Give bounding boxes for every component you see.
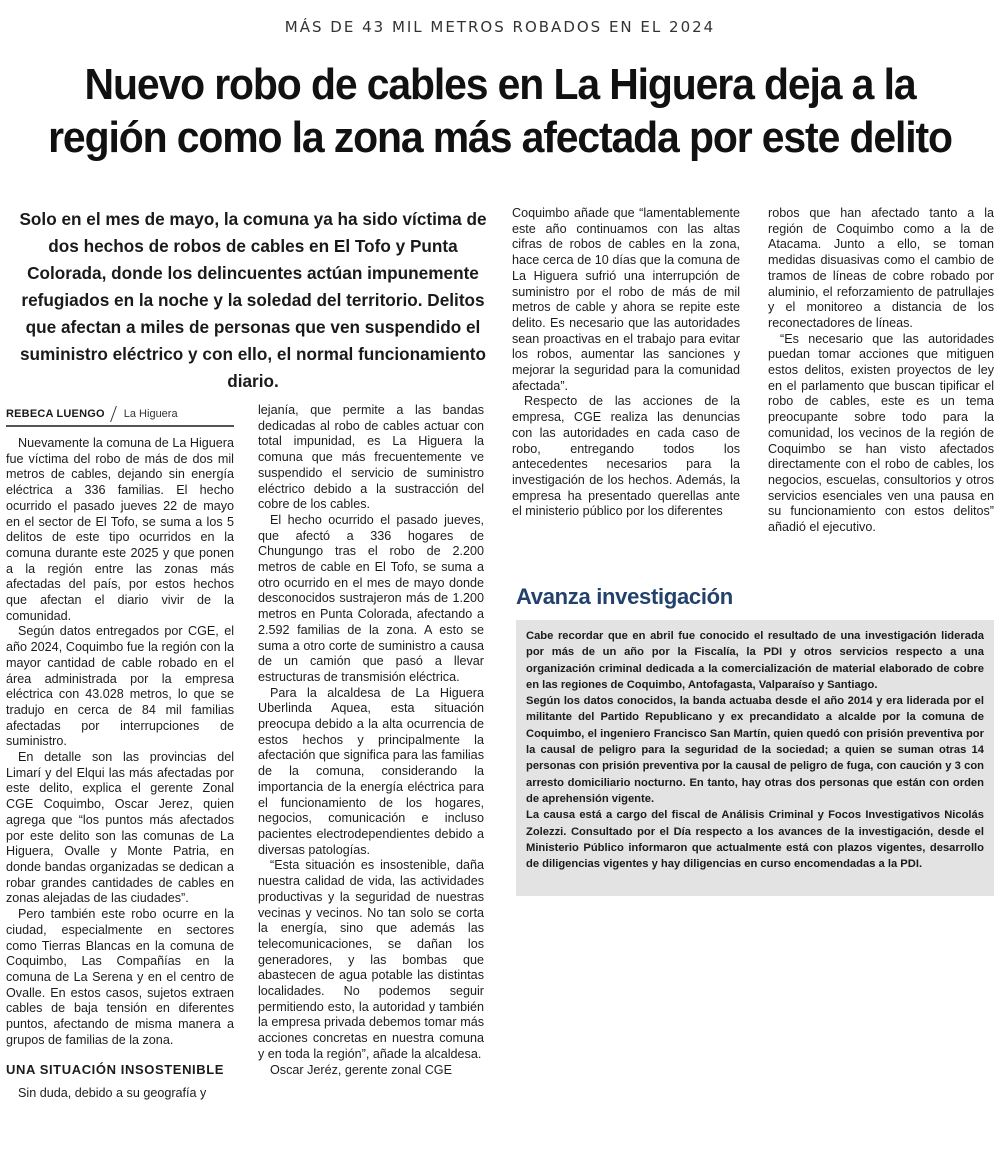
paragraph: robos que han afectado tanto a la región de Coquimbo como a la de Atacama. Junto a ello, se toman medidas disuasivas como el cambio de tramos de líneas de cobre robado por aluminio, el reforzamiento de patrullajes y el monitoreo a distancia de los reconectadores de líneas. xyxy=(768,206,994,330)
article-column-4 xyxy=(768,206,994,536)
lead-paragraph: Solo en el mes de mayo, la comuna ya ha sido víctima de dos hechos de robos de cables en El Tofo y Punta Colorada, donde los delincuentes actúan impunemente refugiados en la noche y la soledad del territorio. Delitos que afectan a miles de personas que ven suspendido el suministro eléctrico y con ello, el normal funcionamiento diario. xyxy=(19,209,487,391)
article-column-2 xyxy=(258,403,484,1078)
sidebar-box xyxy=(516,620,994,896)
paragraph: Para la alcaldesa de La Higuera Uberlinda Aquea, esta situación preocupa debido a la alta ocurrencia de estos hechos y principalmente la afectación que significa para las familias de la comuna, considerando la importancia de la energía eléctrica para el funcionamiento de los hogares, negocios, comunicación e incluso pacientes electrodependientes debido a diversas patologías. xyxy=(258,685,484,857)
sidebar-title: Avanza investigación xyxy=(516,584,733,609)
paragraph: Respecto de las acciones de la empresa, CGE realiza las denuncias con las autoridades en cada caso de robo, entregando todos los antecedentes necesarios para la investigación de los hechos. Además, la empresa ha presentado querellas ante el ministerio público por los diferentes xyxy=(512,394,740,519)
headline: Nuevo robo de cables en La Higuera deja a la región como la zona más afectada por este delito xyxy=(48,60,952,162)
paragraph: Sin duda, debido a su geografía y xyxy=(18,1086,207,1101)
paragraph: Según datos entregados por CGE, el año 2024, Coquimbo fue la región con la mayor cantidad de cable robado en el área administrada por la empresa eléctrica con 43.028 metros, lo que se tradujo en cerca de 84 mil familias afectadas por interrupciones de suministro. xyxy=(6,624,234,749)
paragraph: Nuevamente la comuna de La Higuera fue víctima del robo de más de dos mil metros de cables, dejando sin energía eléctrica a 336 familias. El hecho ocurrido el pasado jueves 22 de mayo en el sector de El Tofo, se suma a los 5 delitos de este tipo ocurridos en la comuna durante este 2025 y que ponen a la región entre las zonas más afectadas del país, por estos hechos que afectan el diario vivir de la comunidad. xyxy=(6,436,234,623)
byline-separator xyxy=(110,406,117,422)
paragraph: “Esta situación es insostenible, daña nuestra calidad de vida, las actividades productivas y la seguridad de nuestras vecinas y vecinos. No tan solo se corta la energía, sino que además las telecomunicaciones, se dañan los generadores, y las bombas que abastecen de agua potable las distintas localidades. No podemos seguir permitiendo esto, la autoridad y también la empresa privada debemos tomar más acciones concretas en nuestra comuna y en toda la región”, añade la alcaldesa. xyxy=(258,858,484,1061)
byline xyxy=(6,403,234,427)
paragraph: lejanía, que permite a las bandas dedicadas al robo de cables actuar con total impunidad, es La Higuera la comuna que más frecuentemente ve suspendido el servicio de suministro eléctrico debido a la sustracción del cobre de los cables. xyxy=(258,403,484,512)
sidebar-paragraph: La causa está a cargo del fiscal de Análisis Criminal y Focos Investigativos Nicolás Zolezzi. Consultado por el Día respecto a los avances de la investigación, desde el Ministerio Público informaron que actualmente está con plazos vigentes, desarrollo de diligencias vigentes y hay diligencias en curso encomendadas a la PDI. xyxy=(526,809,984,871)
paragraph: Oscar Jeréz, gerente zonal CGE xyxy=(270,1062,452,1077)
byline-location: La Higuera xyxy=(123,408,178,420)
paragraph: El hecho ocurrido el pasado jueves, que afectó a 336 hogares de Chungungo tras el robo de 2.200 metros de cable en El Tofo, se suma a otro ocurrido en el mes de mayo donde desconocidos sustrajeron más de 1.200 metros en Punta Colorada, afectando a 2.592 familias de la zona. A esto se suma a otro corte de suministro a causa de un camión que pasó a llevar estructuras de transmisión eléctrica. xyxy=(258,512,484,684)
paragraph: En detalle son las provincias del Limarí y del Elqui las más afectadas por este delito, explica el gerente Zonal CGE Coquimbo, Oscar Jerez, quien agrega que “los puntos más afectados por este delito son las comunas de La Higuera, Ovalle y Monte Patria, en donde bandas organizadas se dedican a robar grandes cantidades de cables en zonas alejadas de las ciudades”. xyxy=(6,750,234,906)
paragraph: “Es necesario que las autoridades puedan tomar acciones que mitiguen estos delitos, existen proyectos de ley en el parlamento que buscan tipificar el robo de cables, este es un tema preocupante sobre todo para la comunidad, los vecinos de la región de Coquimbo se han visto afectados directamente con el robo de cables, los negocios, escuelas, consultorios y otros servicios esenciales ven una pausa en su funcionamiento con estos delitos” añadió el ejecutivo. xyxy=(768,331,994,535)
kicker: MÁS DE 43 MIL METROS ROBADOS EN EL 2024 xyxy=(284,18,716,36)
sidebar-paragraph: Cabe recordar que en abril fue conocido el resultado de una investigación liderada por más de un año por la Fiscalía, la PDI y otros servicios respecto a una organización criminal dedicada a la comercialización de material elaborado de cobre en las regiones de Coquimbo, Antofagasta, Valparaíso y Santiago. xyxy=(526,630,984,691)
paragraph: Pero también este robo ocurre en la ciudad, especialmente en sectores como Tierras Blancas en la comuna de Coquimbo, Las Compañías en la comuna de La Serena y en el centro de Ovalle. En estos casos, sujetos extraen cables de baja tensión en diferentes puntos, afectando de misma manera a grupos de familias de la zona. xyxy=(6,907,234,1047)
article-column-1 xyxy=(6,436,234,1102)
byline-author: REBECA LUENGO xyxy=(6,408,105,420)
subheading: UNA SITUACIÓN INSOSTENIBLE xyxy=(6,1062,225,1078)
article-column-3 xyxy=(512,206,740,520)
sidebar-paragraph: Según los datos conocidos, la banda actuaba desde el año 2014 y era liderada por el militante del Partido Republicano y ex precandidato a alcalde por la comuna de Coquimbo, el ingeniero Francisco San Martín, quien quedó con prisión preventiva por la causal de peligro para la seguridad de la sociedad; a quien se suman otras 14 personas con prisión preventiva por la causal de peligro de fuga, con caución y 3 con arresto domiciliario nocturno. En tanto, hay otras dos personas que están con orden de aprehensión vigente. xyxy=(526,695,984,805)
paragraph: Coquimbo añade que “lamentablemente este año continuamos con las altas cifras de robos de cables en la zona, hace cerca de 10 días que la comuna de La Higuera sufrió una interrupción de suministro por el robo de más de mil metros de cable y ahora se repite este delito. Es necesario que las autoridades sean proactivas en el trabajo para evitar los robos, aumentar las sanciones y mejorar la seguridad para la comunidad afectada”. xyxy=(512,206,740,393)
